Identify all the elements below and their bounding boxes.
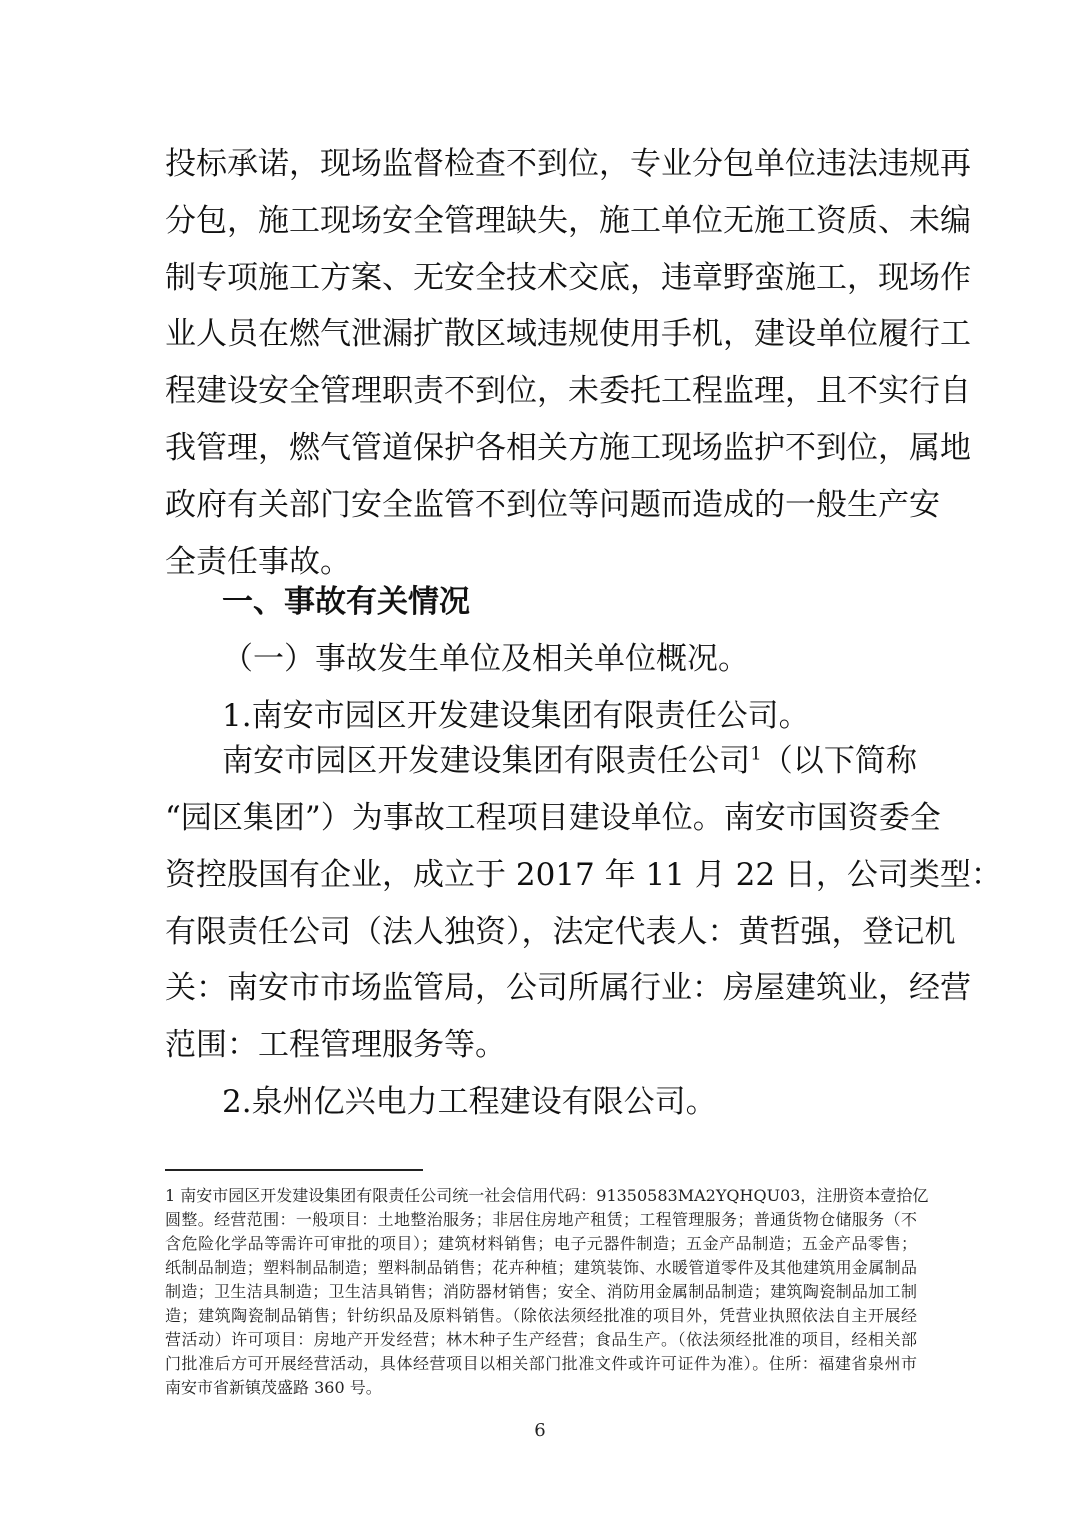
footnote-marker: 1	[750, 743, 762, 765]
first-line-tail: （以下简称	[761, 743, 918, 779]
footnote-line: 制造；卫生洁具制造；卫生洁具销售；消防器材销售；安全、消防用金属制品制造；建筑陶瓷制品加工制	[165, 1282, 917, 1301]
section-heading: 一、事故有关情况	[222, 584, 470, 620]
footnote-line: 圆整。经营范围：一般项目：土地整治服务；非居住房地产租赁；工程管理服务；普通货物仓储服务（不	[165, 1210, 917, 1229]
page-number: 6	[534, 1420, 546, 1441]
footnote-line: 门批准后方可开展经营活动，具体经营项目以相关部门批准文件或许可证件为准）。住所：福建省泉州市	[165, 1354, 917, 1373]
body-line: 制专项施工方案、无安全技术交底，违章野蛮施工，现场作	[165, 260, 971, 296]
footnote-line: 营活动）许可项目：房地产开发经营；林木种子生产经营；食品生产。（依法须经批准的项目，经相关部	[165, 1330, 917, 1349]
item-heading-1: 1.南安市园区开发建设集团有限责任公司。	[222, 698, 810, 734]
footnote-line: 造；建筑陶瓷制品销售；针纺织品及原料销售。（除依法须经批准的项目外，凭营业执照依法自主开展经	[165, 1306, 917, 1325]
paragraph-first-line	[222, 741, 917, 781]
body-line: 我管理，燃气管道保护各相关方施工现场监护不到位，属地	[165, 430, 971, 466]
footnote-line: 纸制品制造；塑料制品制造；塑料制品销售；花卉种植；建筑装饰、水暖管道零件及其他建筑用金属制品	[165, 1258, 917, 1277]
body-line: 程建设安全管理职责不到位，未委托工程监理，且不实行自	[165, 373, 971, 409]
body-line: 有限责任公司（法人独资），法定代表人：黄哲强，登记机	[165, 914, 956, 950]
body-line: 投标承诺，现场监督检查不到位，专业分包单位违法违规再	[165, 146, 971, 182]
body-line: 业人员在燃气泄漏扩散区域违规使用手机，建设单位履行工	[165, 316, 971, 352]
body-line: 范围：工程管理服务等。	[165, 1027, 506, 1063]
company-name-text: 南安市园区开发建设集团有限责任公司	[222, 743, 751, 779]
subsection-heading: （一）事故发生单位及相关单位概况。	[222, 641, 749, 677]
body-line: 政府有关部门安全监管不到位等问题而造成的一般生产安	[165, 487, 940, 523]
body-line: 全责任事故。	[165, 544, 351, 580]
body-line: “园区集团”）为事故工程项目建设单位。南安市国资委全	[165, 800, 941, 836]
body-line: 分包，施工现场安全管理缺失，施工单位无施工资质、未编	[165, 203, 971, 239]
body-line: 关：南安市市场监管局，公司所属行业：房屋建筑业，经营	[165, 970, 971, 1006]
body-line: 资控股国有企业，成立于 2017 年 11 月 22 日，公司类型：	[165, 857, 1002, 893]
footnote-line: 南安市省新镇茂盛路 360 号。	[165, 1378, 382, 1397]
footnote-line: 含危险化学品等需许可审批的项目）；建筑材料销售；电子元器件制造；五金产品制造；五金产品零售；	[165, 1234, 917, 1253]
footnote-line: 1 南安市园区开发建设集团有限责任公司统一社会信用代码：91350583MA2YQHQU03，注册资本壹拾亿	[165, 1186, 929, 1205]
item-heading-2: 2.泉州亿兴电力工程建设有限公司。	[222, 1084, 717, 1120]
footnote-separator	[165, 1169, 423, 1171]
